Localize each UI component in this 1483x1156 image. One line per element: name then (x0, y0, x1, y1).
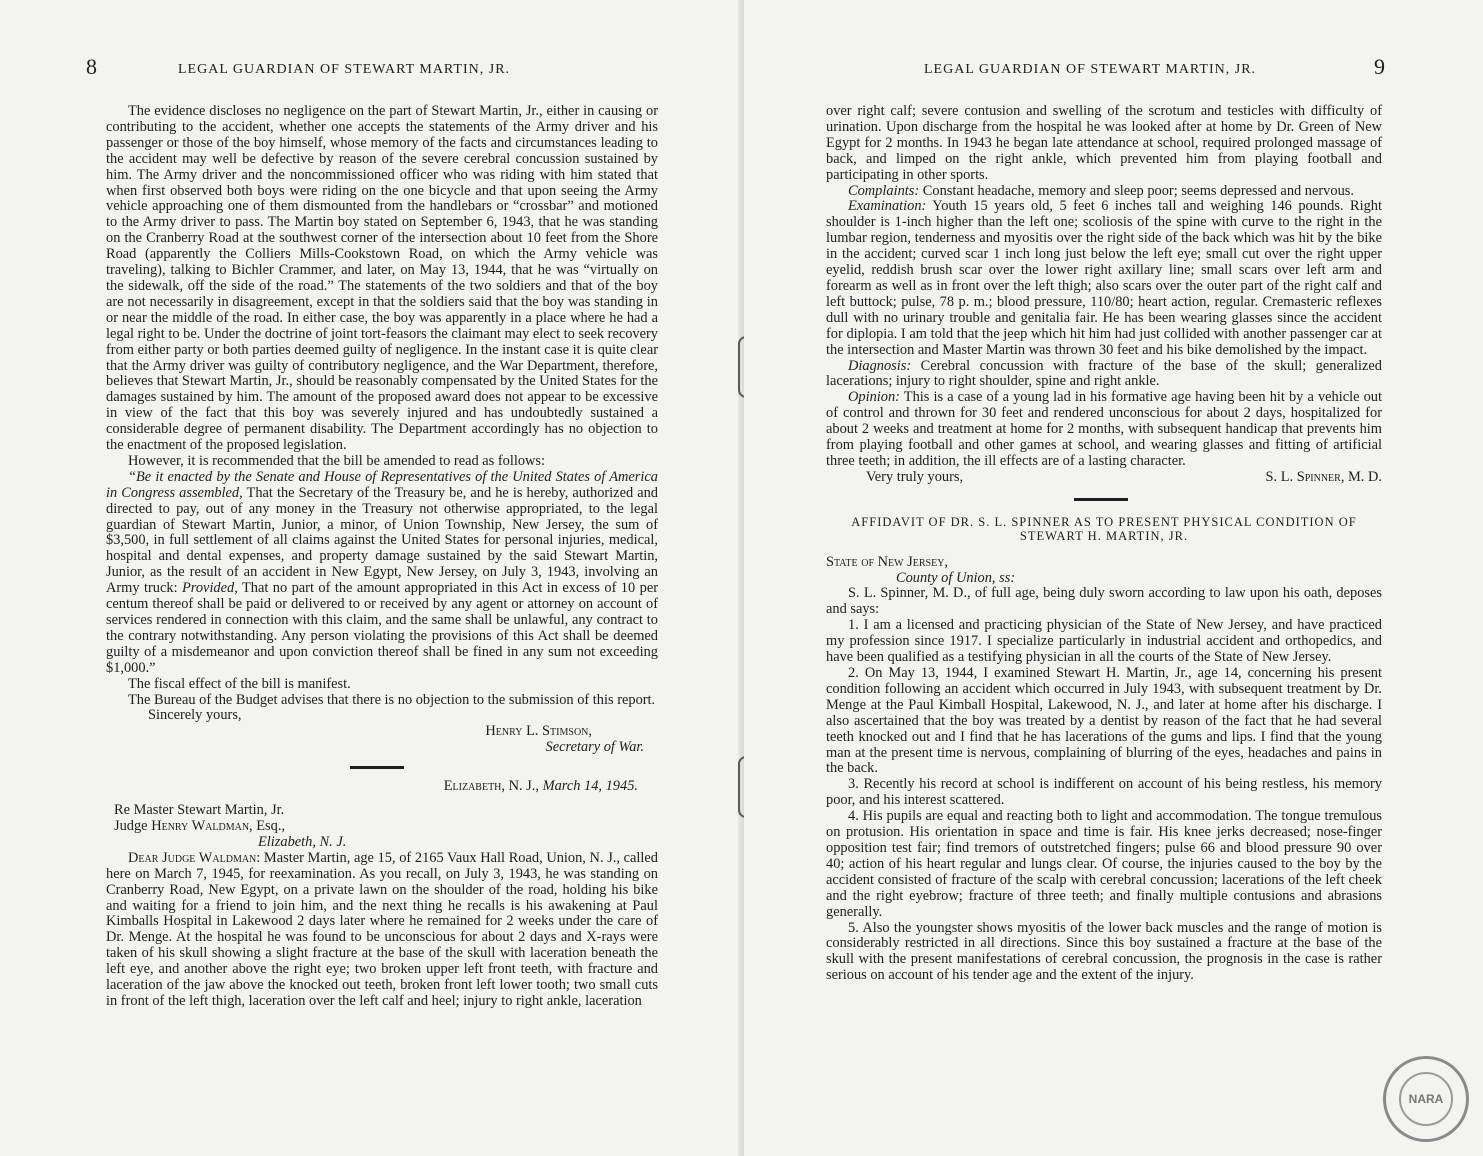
right-running-title: LEGAL GUARDIAN OF STEWART MARTIN, JR. (924, 62, 1257, 77)
signer-title-text: Secretary of War. (545, 739, 644, 756)
venue-county (896, 571, 1382, 587)
salutation: Dear Judge Waldman: (128, 849, 261, 866)
addressee-suffix: Esq., (256, 817, 286, 834)
re-line: Re Master Stewart Martin, Jr. (114, 802, 285, 819)
section-rule (350, 766, 404, 769)
left-paragraph-4: The fiscal effect of the bill is manifest. (128, 675, 351, 692)
affidavit-item-2: 2. On May 13, 1944, I examined Stewart H. Martin, Jr., age 14, concerning his present condition following an accident which occurred in July 1943, with subsequent treatment by Dr. Menge at the Paul Kimball Hospital, Lakewood, N. J., and later at home after his discharge. I also ascertained that the boy was treated by a dentist by reason of the fact that he had several teeth knocked out and I find that he has lacerations of the gums and lips. I find that the young man at the present time is nervous, complaining of blurring of the eyes, headaches and pains in the back. (826, 665, 1382, 777)
right-closing: Very truly yours, (866, 468, 964, 485)
bill-body: That the Secretary of the Treasury be, and he is hereby, authorized and directed to pay, out of any money in the Treasury not otherwise appropriated, to the legal guardian of Stewart Martin, Junior, a minor, of Union Township, New Jersey, the sum of $3,500, in full settlement of all claims against the United States for personal injuries, medical, hospital and dental expenses, and property damage sustained by the said Stewart Martin, Junior, as the result of an accident in New Egypt, New Jersey, on July 3, 1943, involving an Army truck: (106, 484, 658, 597)
venue-county-text: County of Union, ss: (896, 569, 1016, 586)
archive-stamp (1383, 1056, 1469, 1142)
affidavit-rule (1074, 498, 1128, 501)
addressee-city (258, 835, 658, 851)
left-bill-text (106, 470, 658, 677)
left-paragraph-1: The evidence discloses no negligence on the part of Stewart Martin, Jr., either in causing or contributing to the accident, whether one accepts the statements of the Army driver and his passenger or those of the boy himself, whose memory of the facts and circumstances leading to the accident may well be defective by reason of the severe cerebral concussion sustained by him. The Army driver and the noncommissioned officer who was riding with him stated that when first observed both boys were riding on the one bicycle and that upon seeing the Army vehicle approaching one of them dismounted from the handlebars or “crossbar” and motioned to the Army driver to pass. The Martin boy stated on September 6, 1943, that he was standing on the Cranberry Road at the southwest corner of the intersection about 10 feet from the Shore Road (apparently the Colliers Mills-Cookstown Road, on which the Army vehicle was traveling), talking to Bichler Crammer, and later, on May 13, 1944, that he was “virtually on the sidewalk, off the side of the road.” The statements of the two soldiers and that of the boy are not necessarily in disagreement, except in that the soldiers said that the boy was standing in or near the middle of the road. In either case, the boy was apparently in a place where he had a legal right to be. Under the doctrine of joint tort-feasors the claimant may elect to seek recovery from either party or both parties deemed guilty of negligence. In the instant case it is quite clear that the Army driver was guilty of contributory negligence, and the War Department, therefore, believes that Stewart Martin, Jr., should be reasonably compensated by the United States for the damages sustained by him. The amount of the proposed award does not appear to be excessive in view of the fact that this boy was severely injured and has undoubtedly sustained a considerable degree of permanent disability. The Department accordingly has no objection to the enactment of the proposed legislation. (106, 103, 658, 454)
venue-state: State of New Jersey, (826, 553, 949, 570)
complaints-text: Constant headache, memory and sleep poor; seems depressed and nervous. (919, 182, 1354, 199)
left-signer: Henry L. Stimson, (485, 723, 592, 740)
provided-word: Provided, (182, 580, 238, 597)
left-paragraph-5: The Bureau of the Budget advises that there is no objection to the submission of this report. (128, 691, 656, 708)
left-signer-title (106, 740, 658, 756)
opinion-paragraph (826, 390, 1382, 470)
letter-body: Master Martin, age 15, of 2165 Vaux Hall Road, Union, N. J., called here on March 7, 1945, for reexamination. As you recall, on July 3, 1943, he was standing on Cranberry Road, New Egypt, on a private lawn on the shoulder of the road, holding his bike and waiting for a friend to join him, and the next thing he recalls is his awakening at Paul Kimballs Hospital in Lakewood 2 days later where he remained for 2 weeks under the care of Dr. Menge. At the hospital he was found to be unconscious for about 2 days and X-rays were taken of his skull showing a slight fracture at the base of the skull with laceration beneath the left eye, and another above the right eye; two broken upper left front teeth, with fracture and laceration of the jaw above the knocked out teeth, broken front left lower tooth; two small cuts in front of the left thigh, laceration over the left calf and heel; injury to right ankle, laceration (106, 849, 658, 1009)
affidavit-item-3: 3. Recently his record at school is indifferent on account of his being restless, his memory poor, and his interest scattered. (826, 776, 1382, 809)
affidavit-item-5: 5. Also the youngster shows myositis of the lower back muscles and the range of motion is considerably restricted in all directions. Since this boy sustained a fracture at the base of the skull with the present manifestations of cerebral concussion, the prognosis in the case is rather serious on account of his tender age and the extent of the injury. (826, 919, 1382, 984)
opinion-label: Opinion: (848, 389, 900, 406)
left-page-number: 8 (86, 54, 98, 79)
continued-text: over right calf; severe contusion and swelling of the scrotum and testicles with difficulty of urination. Upon discharge from the hospital he was looked after at home by Dr. Green of New Egypt for 2 months. In 1943 he began late attendance at school, required prolonged massage of back, and limped on the right ankle, which prevented him from playing football and participating in other sports. (826, 103, 1382, 183)
affidavit-intro: S. L. Spinner, M. D., of full age, being duly sworn according to law upon his oath, deposes and says: (826, 585, 1382, 618)
left-running-head (86, 54, 666, 84)
left-running-title: LEGAL GUARDIAN OF STEWART MARTIN, JR. (178, 62, 511, 77)
left-paragraph-2: However, it is recommended that the bill be amended to read as follows: (128, 452, 546, 469)
opinion-text: This is a case of a young lad in his formative age having been hit by a vehicle out of control and thrown for 30 feet and rendered unconscious for about 2 days, hospitalized for about 2 weeks and treatment at home for 2 months, with subsequent handicap that prevents him from playing football and other games at school, and wearing glasses and fitting of artificial three teeth; in addition, the ill effects are of a lasting character. (826, 389, 1382, 469)
right-running-head (924, 54, 1402, 84)
examination-label: Examination: (848, 198, 927, 215)
left-closing: Sincerely yours, (148, 707, 242, 724)
addressee-city-text: Elizabeth, N. J. (258, 833, 347, 850)
examination-text: Youth 15 years old, 5 feet 6 inches tall and weighing 146 pounds. Right shoulder is 1-inch higher than the left one; scoliosis of the spine with curve to the right in the lumbar region, tenderness and myositis over the right side of the back which was hit by the bike in the accident; curved scar 1 inch long just below the left eye; small cut over the right upper eyelid, reddish brush scar over the lower right axillary line; small scars over left arm and forearm as well as in front over the left thigh; also scars over the outer part of the right calf and left buttock; pulse, 78 p. m.; blood pressure, 110/80; heart action, regular. Cremasteric reflexes dull with no urinary trouble and genitalia fair. He has been wearing glasses since the accident for diplopia. I am told that the jeep which hit him had just collided with another passenger car at the intersection and Master Martin was thrown 30 feet and his bike demolished by the impact. (826, 198, 1382, 358)
right-signer: S. L. Spinner, M. D. (1265, 468, 1382, 485)
addressee (114, 819, 658, 835)
examination-paragraph (826, 199, 1382, 358)
enacting-clause: “Be it enacted by the Senate and House of Representatives of the United States of America in Congress assembled, (106, 468, 658, 501)
affidavit-item-4: 4. His pupils are equal and reacting both to light and accommodation. The tongue tremulous on protusion. His orientation in space and time is fair. His knee jerks decreased; nose-finger opposition test fair; find tremors of outstretched fingers; pulse 66 and blood pressure 90 over 40; action of his heart regular and lungs clear. Of course, the injuries caused to the boy by the accident consisted of fracture of the scalp with cerebral concussion; lacerations of the left cheek and the right eyebrow; fracture of three teeth; and finally multiple contusions and abrasions generally. (826, 808, 1382, 920)
addressee-prefix: Judge (114, 817, 148, 834)
affidavit-heading: AFFIDAVIT OF DR. S. L. SPINNER AS TO PRESENT PHYSICAL CONDITION OF STEWART H. MARTIN, JR. (851, 514, 1357, 543)
dateline-place: Elizabeth, N. J., (443, 778, 539, 795)
archive-stamp-inner: NARA (1399, 1072, 1453, 1126)
diagnosis-paragraph (826, 359, 1382, 391)
letter-paragraph-1 (106, 851, 658, 1010)
diagnosis-label: Diagnosis: (848, 357, 912, 374)
affidavit-item-1: 1. I am a licensed and practicing physician of the State of New Jersey, and have practiced my profession since 1917. I specialize particularly in industrial accident and orthopedics, and have been qualified as a testifying physician in all the courts of the State of New Jersey. (826, 617, 1382, 666)
right-body (826, 104, 1382, 984)
left-body (106, 104, 658, 1010)
addressee-name: Henry Waldman, (151, 817, 253, 834)
complaints-label: Complaints: (848, 182, 920, 199)
right-page-number: 9 (1374, 54, 1386, 79)
bill-proviso: That no part of the amount appropriated in this Act in excess of 10 per centum thereof shall be paid or delivered to or received by any agent or attorney on account of services rendered in connection with this claim, and the same shall be unlawful, any contract to the contrary notwithstanding. Any person violating the provisions of this Act shall be deemed guilty of a misdemeanor and upon conviction thereof shall be fined in any sum not exceeding $1,000.” (106, 580, 659, 676)
letter-dateline (106, 779, 658, 795)
diagnosis-text: Cerebral concussion with fracture of the base of the skull; generalized lacerations; injury to right shoulder, spine and right ankle. (826, 357, 1382, 390)
right-page (744, 0, 1483, 1156)
dateline-date: March 14, 1945. (542, 778, 638, 795)
complaints-paragraph (826, 184, 1382, 200)
